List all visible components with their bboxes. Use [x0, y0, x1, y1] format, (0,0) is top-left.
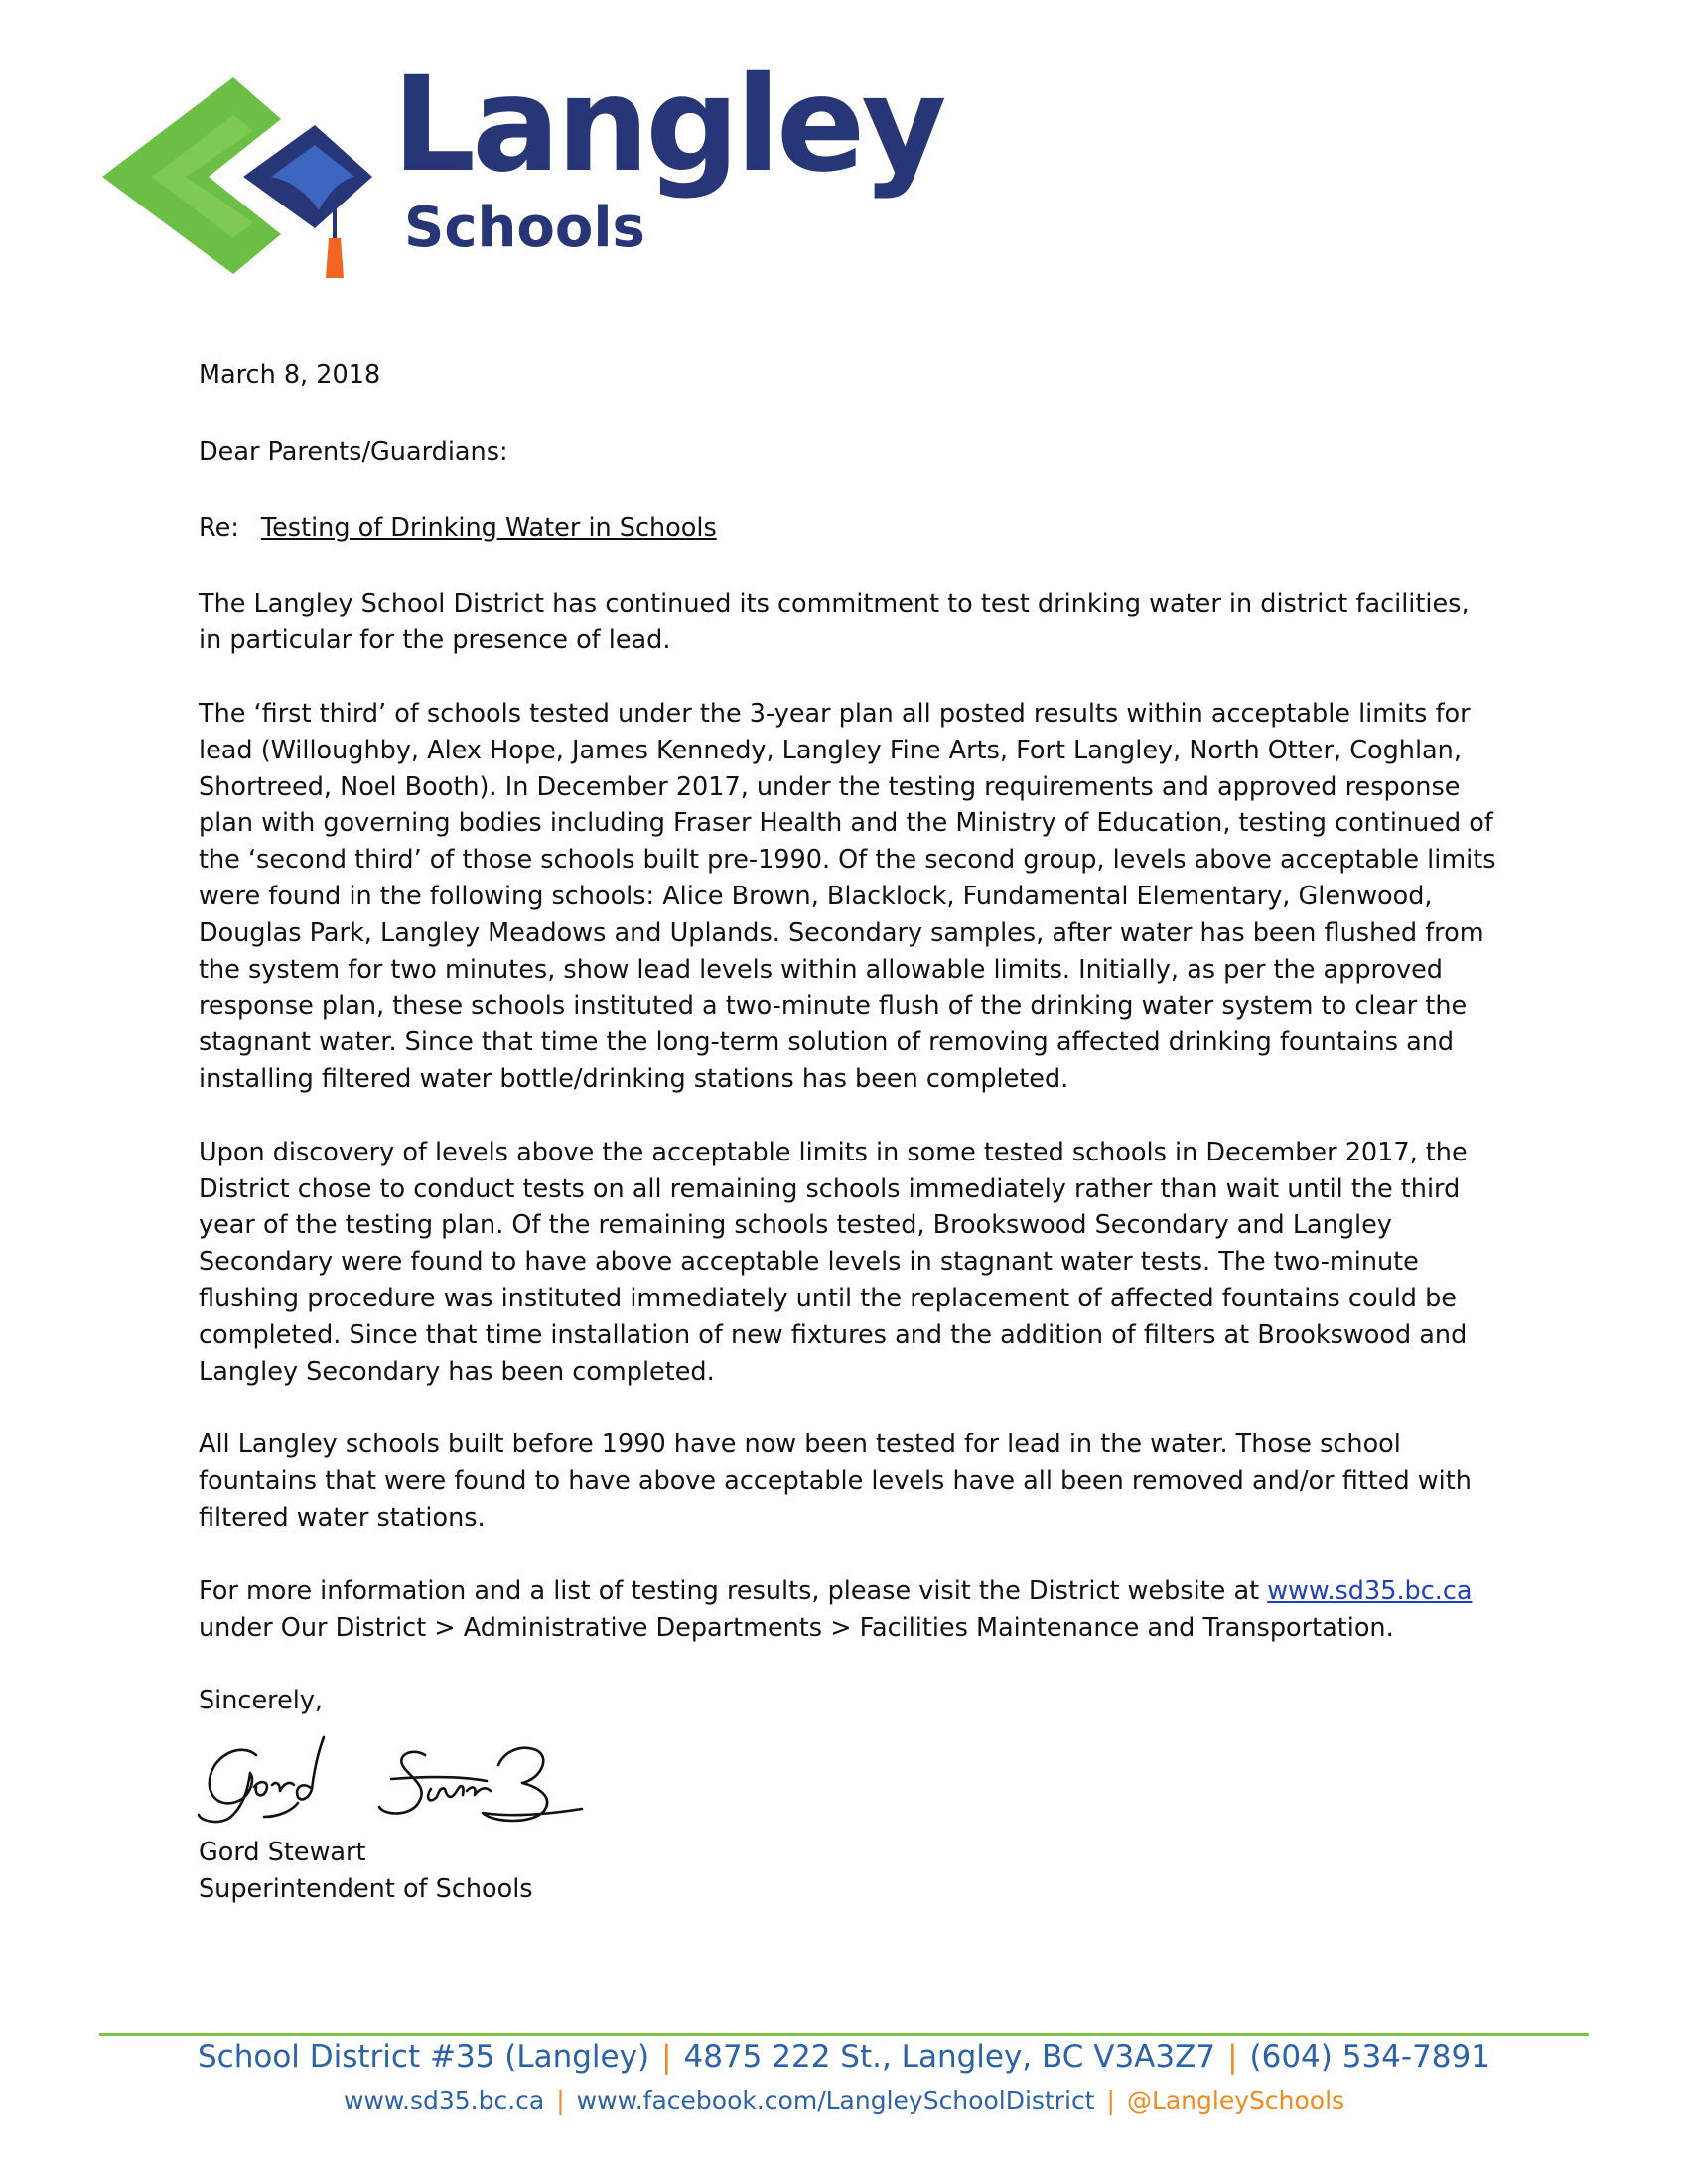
more-info-text: For more information and a list of testing results, please visit the District website at: [199, 1575, 1268, 1606]
footer-separator: |: [1227, 2039, 1238, 2075]
footer-social-handle[interactable]: @LangleySchools: [1126, 2086, 1345, 2115]
more-info-path: under Our District > Administrative Departments > Facilities Maintenance and Transportation.: [199, 1612, 1394, 1643]
letter-date: March 8, 2018: [199, 360, 381, 390]
footer-phone: (604) 534-7891: [1249, 2039, 1490, 2075]
closing: Sincerely,: [199, 1686, 324, 1716]
paragraph-intro: The Langley School District has continued its commitment to test drinking water in district facilities, in particular for the presence of lead.: [199, 589, 1470, 656]
footer-separator: |: [661, 2039, 672, 2075]
logo-wordmark: Langley: [392, 49, 943, 202]
footer-facebook[interactable]: www.facebook.com/LangleySchoolDistrict: [576, 2086, 1095, 2115]
signatory-title: Superintendent of Schools: [199, 1873, 533, 1904]
subject-title: Testing of Drinking Water in Schools: [260, 512, 717, 543]
footer-address-line: [0, 2039, 1688, 2075]
handwritten-signature: [195, 1725, 632, 1835]
letter-body: [199, 357, 1499, 1908]
paragraph-more-info: [199, 1573, 1499, 1647]
footer-separator: |: [1106, 2086, 1115, 2115]
footer-links-line: [0, 2086, 1688, 2115]
footer-district-name: School District #35 (Langley): [198, 2039, 650, 2075]
logo-mark-icon: [94, 69, 382, 283]
logo-subtitle: Schools: [404, 196, 645, 260]
subject-line: [199, 510, 1499, 547]
paragraph-conclusion: All Langley schools built before 1990 have now been tested for lead in the water. Those school fountains that were found to have above acceptable levels have all been removed and/or fitted with filtered water stations.: [199, 1430, 1472, 1533]
footer-divider: [99, 2033, 1589, 2036]
footer-address: 4875 222 St., Langley, BC V3A3Z7: [683, 2039, 1216, 2075]
paragraph-first-second-third: The ‘first third’ of schools tested under the 3-year plan all posted results within acceptable limits for lead (Willoughby, Alex Hope, James Kennedy, Langley Fine Arts, Fort Langley, North Otter, Coghlan, Shortreed, Noel Booth). In December 2017, under the testing requirements and approved response plan with governing bodies including Fraser Health and the Ministry of Education, testing continued of the ‘second third’ of those schools built pre-1990. Of the second group, levels above acceptable limits were found in the following schools: Alice Brown, Blacklock, Fundamental Elementary, Glenwood, Douglas Park, Langley Meadows and Uplands. Secondary samples, after water has been flushed from the system for two minutes, show lead levels within allowable limits. Initially, as per the approved response plan, these schools instituted a two-minute flush of the drinking water system to clear the stagnant water. Since that time the long-term solution of removing affected drinking fountains and installing filtered water bottle/drinking stations has been completed.: [199, 698, 1496, 1094]
subject-label: Re:: [199, 512, 239, 543]
footer-website[interactable]: www.sd35.bc.ca: [343, 2086, 545, 2115]
footer-separator: |: [556, 2086, 565, 2115]
paragraph-remaining-schools: Upon discovery of levels above the acceptable limits in some tested schools in December 2017, the District chose to conduct tests on all remaining schools immediately rather than wait until the third year of the testing plan. Of the remaining schools tested, Brookswood Secondary and Langley Secondary were found to have above acceptable levels in stagnant water tests. The two-minute flushing procedure was instituted immediately until the replacement of affected fountains could be completed. Since that time installation of new fixtures and the addition of filters at Brookswood and Langley Secondary has been completed.: [199, 1137, 1468, 1387]
salutation: Dear Parents/Guardians:: [199, 436, 508, 467]
district-website-link[interactable]: www.sd35.bc.ca: [1267, 1575, 1473, 1606]
district-logo: [94, 49, 943, 283]
signatory-name: Gord Stewart: [199, 1838, 366, 1868]
